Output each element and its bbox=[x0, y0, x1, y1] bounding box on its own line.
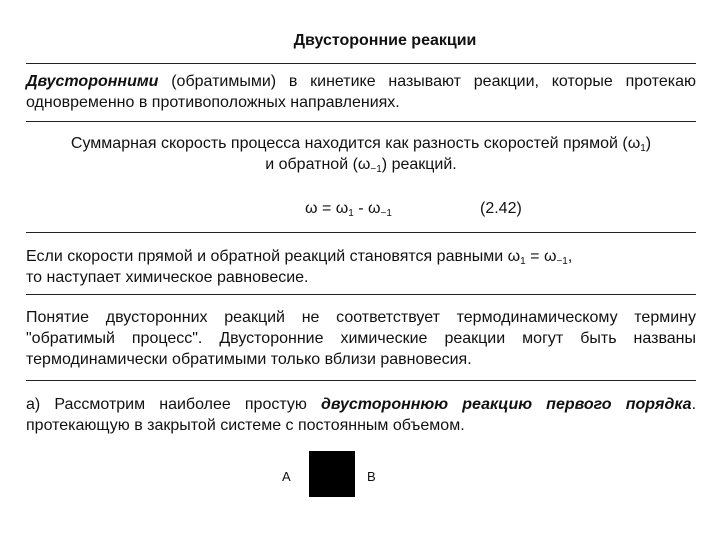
term-first-order: двустороннюю реакцию первого порядка bbox=[321, 396, 692, 413]
formula-number: (2.42) bbox=[480, 200, 522, 217]
reactant-label: A bbox=[282, 469, 291, 484]
equilibrium-end: , bbox=[567, 248, 573, 265]
page-title: Двусторонние реакции bbox=[293, 32, 477, 49]
subscript: 1 bbox=[640, 143, 646, 154]
first-order-paragraph bbox=[26, 394, 696, 436]
thermo-paragraph: Понятие двусторонних реакций не соответствует термодинамическому термину "обратимый процесс". Двусторонние химические реакции могут быть названы термодинамически обратимыми только вблизи равновесия. bbox=[26, 309, 696, 368]
subscript: −1 bbox=[556, 256, 568, 267]
rate-paragraph bbox=[26, 133, 696, 175]
definition-paragraph bbox=[26, 71, 696, 113]
divider bbox=[26, 294, 696, 295]
formula bbox=[0, 200, 720, 222]
rate-text-1: Суммарная скорость процесса находится как разность скоростей прямой (ω bbox=[70, 135, 641, 152]
subscript: −1 bbox=[370, 164, 382, 175]
divider bbox=[26, 232, 696, 233]
divider bbox=[26, 380, 696, 381]
rate-text-2-end: ) реакций. bbox=[381, 156, 457, 173]
reaction-scheme-image bbox=[309, 451, 355, 497]
formula-mid: - ω bbox=[353, 200, 381, 217]
first-order-end: . протекающую в закрытой системе с постоянным объемом. bbox=[26, 396, 697, 434]
formula-lhs: ω = ω bbox=[305, 200, 349, 217]
divider bbox=[26, 121, 696, 122]
equilibrium-mid: = ω bbox=[525, 248, 557, 265]
subscript: 1 bbox=[520, 256, 526, 267]
term-bilateral: Двусторонними bbox=[26, 73, 159, 90]
first-order-text: а) Рассмотрим наиболее простую bbox=[26, 396, 322, 413]
equilibrium-paragraph bbox=[26, 246, 696, 288]
product-label: B bbox=[367, 469, 376, 484]
equilibrium-text: Если скорости прямой и обратной реакций становятся равными ω bbox=[26, 248, 521, 265]
subscript: 1 bbox=[348, 208, 354, 219]
equilibrium-text-2: то наступает химическое равновесие. bbox=[26, 269, 309, 286]
formula-expression bbox=[305, 200, 392, 218]
subscript: −1 bbox=[380, 208, 392, 219]
rate-text-1-end: ) bbox=[645, 135, 652, 152]
divider bbox=[26, 63, 696, 64]
definition-text: (обратимыми) в кинетике называют реакции, которые протекаю одновременно в противоположных направлениях. bbox=[26, 73, 696, 111]
rate-text-2: и обратной (ω bbox=[265, 156, 371, 173]
